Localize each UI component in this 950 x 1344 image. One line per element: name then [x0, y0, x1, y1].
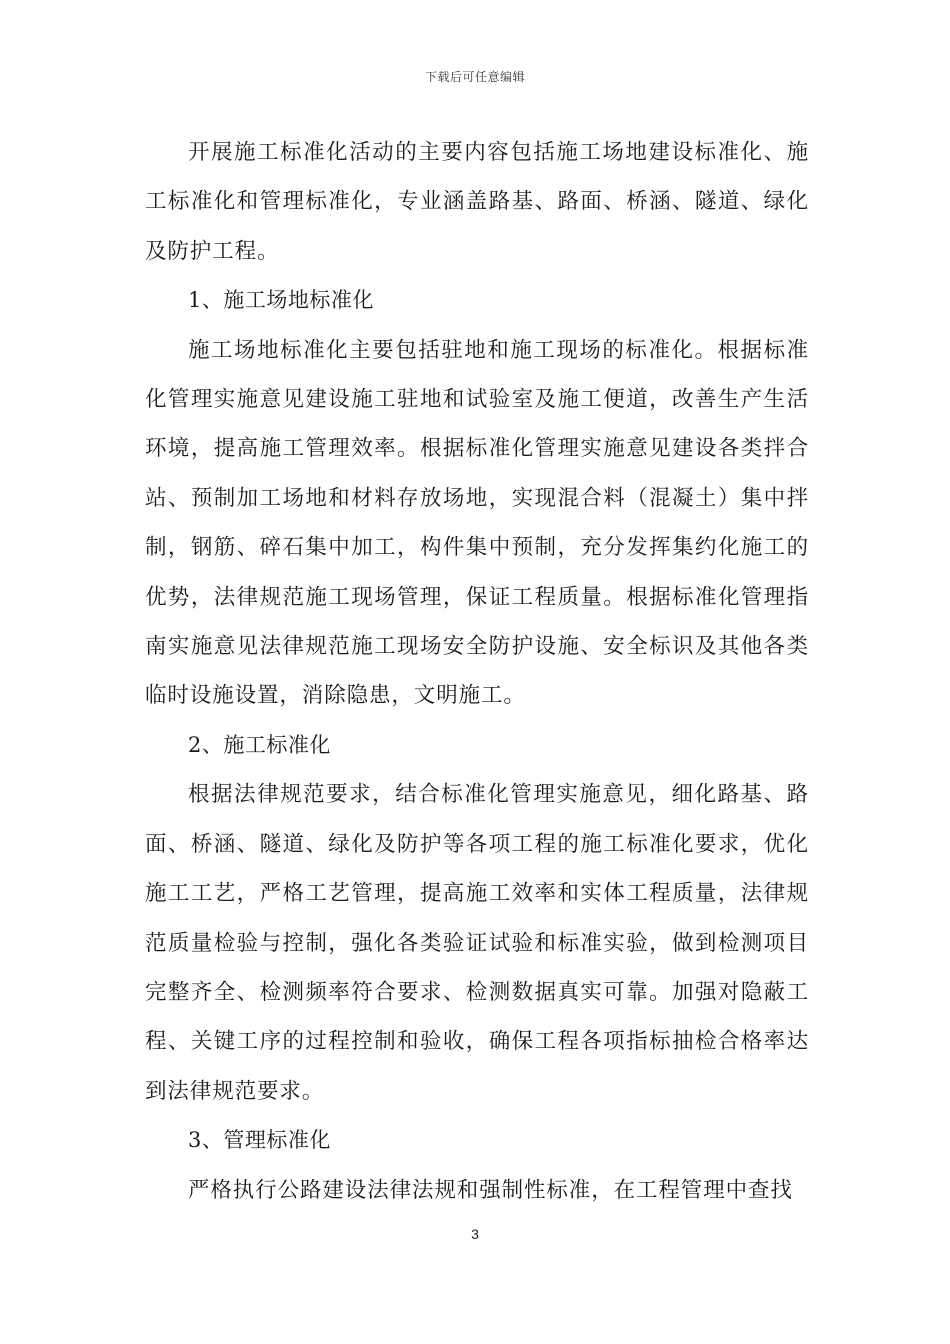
section-2-heading: 2、施工标准化 [188, 732, 331, 757]
page-number: 3 [471, 1226, 479, 1242]
document-body [145, 128, 809, 1215]
section-2-paragraph: 根据法律规范要求，结合标准化管理实施意见，细化路基、路面、桥涵、隧道、绿化及防护等各项工程的施工标准化要求，优化施工工艺，严格工艺管理，提高施工效率和实体工程质量，法律规范质量检验与控制，强化各类验证试验和标准实验，做到检测项目完整齐全、检测频率符合要求、检测数据真实可靠。加强对隐蔽工程、关键工序的过程控制和验收，确保工程各项指标抽检合格率达到法律规范要求。 [145, 782, 809, 1104]
section-3-heading: 3、管理标准化 [188, 1128, 331, 1153]
section-3-paragraph: 严格执行公路建设法律法规和强制性标准，在工程管理中查找 [188, 1177, 793, 1203]
page-header: 下载后可任意编辑 [424, 70, 525, 84]
intro-paragraph: 开展施工标准化活动的主要内容包括施工场地建设标准化、施工标准化和管理标准化，专业涵盖路基、路面、桥涵、隧道、绿化及防护工程。 [145, 140, 809, 264]
section-1-paragraph: 施工场地标准化主要包括驻地和施工现场的标准化。根据标准化管理实施意见建设施工驻地和试验室及施工便道，改善生产生活环境，提高施工管理效率。根据标准化管理实施意见建设各类拌合站、预制加工场地和材料存放场地，实现混合料（混凝土）集中拌制，钢筋、碎石集中加工，构件集中预制，充分发挥集约化施工的优势，法律规范施工现场管理，保证工程质量。根据标准化管理指南实施意见法律规范施工现场安全防护设施、安全标识及其他各类临时设施设置，消除隐患，文明施工。 [145, 337, 809, 709]
section-1-heading: 1、施工场地标准化 [188, 288, 374, 313]
